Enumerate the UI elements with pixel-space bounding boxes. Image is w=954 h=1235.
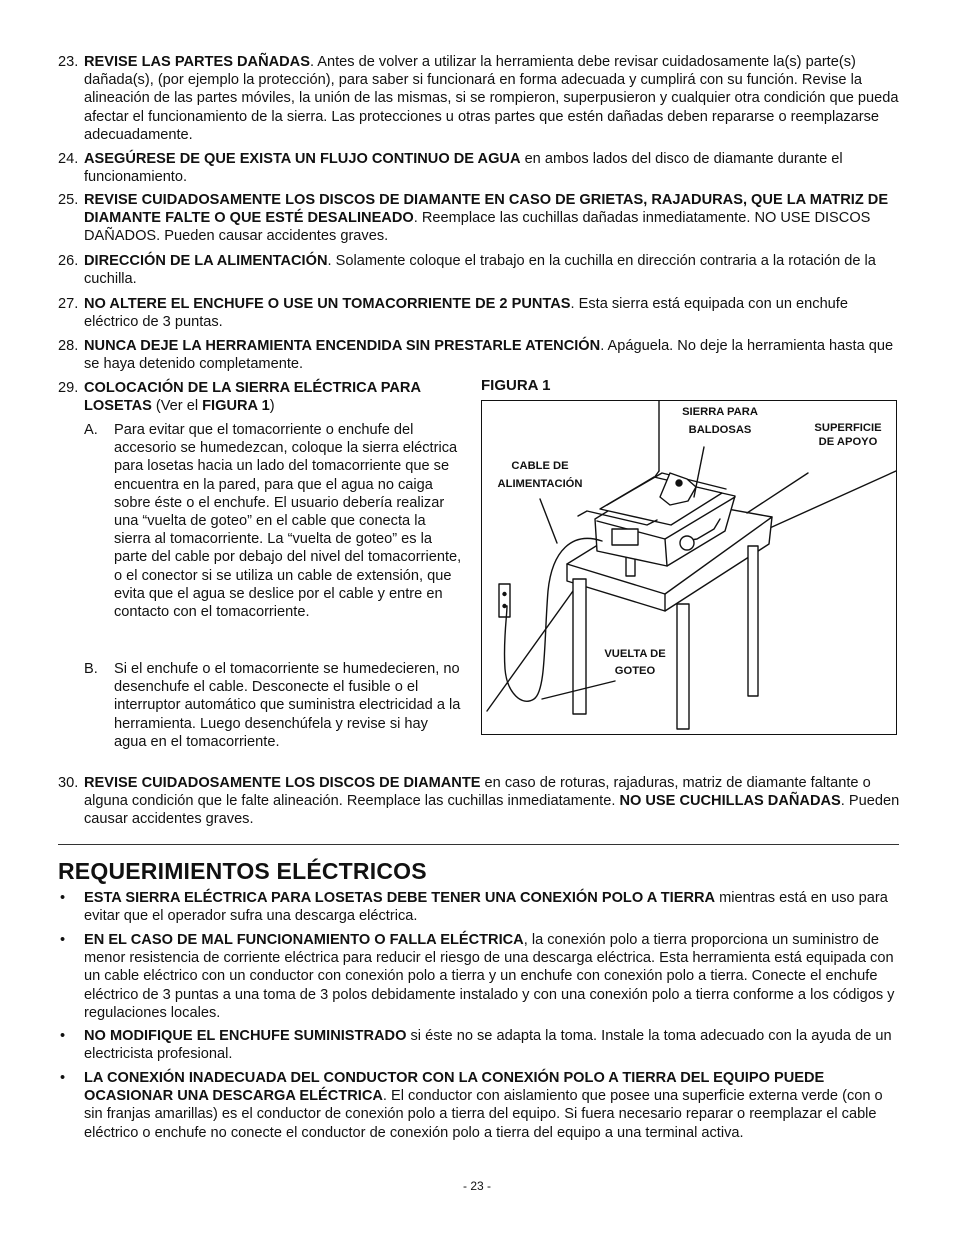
- item-text: . Solamente coloque el trabajo en la cuchilla en dirección contraria a la rotación de la cuchilla.: [84, 253, 876, 288]
- bullet-heading: ESTA SIERRA ELÉCTRICA PARA LOSETAS DEBE TENER UNA CONEXIÓN POLO A TIERRA: [84, 890, 716, 906]
- page-number: - 23 -: [462, 1179, 491, 1193]
- item-text: en ambos lados del disco de diamante durante el funcionamiento.: [84, 151, 843, 186]
- caption-cable: [490, 458, 590, 492]
- figure-reference: FIGURA 1: [202, 398, 270, 415]
- item-number: 30.: [58, 775, 79, 791]
- item-heading: DIRECCIÓN DE LA ALIMENTACIÓN: [84, 253, 328, 269]
- caption-line: CABLE DE: [511, 460, 569, 472]
- caption-line: GOTEO: [614, 665, 656, 677]
- item-heading: REVISE LAS PARTES DAÑADAS: [84, 54, 310, 70]
- outlet-icon: [499, 584, 510, 617]
- saw-knob: [680, 536, 694, 550]
- item-text: . Antes de volver a utilizar la herramienta debe revisar cuidadosamente la(s) parte(s) dañada(s), (por ejemplo la protección), para saber si funcionará en forma adecuada y cumplirá con su función. Revise la alineación de las partes móviles, la unión de las mismas, si se rompieron, superpusieron y cualquier otra condición que pueda afectar el funcionamiento de la sierra. Las protecciones u otras partes que estén dañadas deben repararse o reemplazarse adecuadamente.: [84, 54, 899, 143]
- bullet-text: . El conductor con aislamiento que posee una superficie externa verde (con o sin franjas amarillas) es el conductor de conexión polo a tierra del equipo. Si fuera necesario reparar o reemplazar el cable eléctrico o enchufe no conecte el conductor de conexión polo a tierra del equipo a una terminal activa.: [84, 1088, 883, 1141]
- caption-surface: [803, 420, 893, 450]
- table-leg: [748, 546, 758, 696]
- leader-surface: [747, 473, 808, 513]
- item-27: [58, 295, 903, 331]
- bullet-dot: •: [60, 932, 66, 948]
- section-divider: [58, 844, 899, 845]
- floor-wall-line-right: [752, 471, 896, 536]
- caption-line: ALIMENTACIÓN: [497, 478, 583, 490]
- caption-line: VUELTA DE: [604, 648, 666, 660]
- table-leg: [573, 579, 586, 714]
- item-heading: REVISE CUIDADOSAMENTE LOS DISCOS DE DIAMANTE: [84, 775, 481, 791]
- sub-text: Si el enchufe o el tomacorriente se humedecieren, no desenchufe el cable. Desconecte el fusible o el interruptor automático que suministra electricidad a la herramienta. Luego desenchúfela y revise si hay agua en el tomacorriente.: [114, 661, 461, 750]
- caption-line: DE APOYO: [818, 436, 878, 448]
- item-24: [58, 150, 903, 186]
- caption-line: SIERRA PARA: [682, 406, 758, 418]
- item-heading: COLOCACIÓN DE LA SIERRA ELÉCTRICA PARA LOSETAS: [84, 380, 421, 415]
- caption-saw: [675, 404, 765, 438]
- tile-saw-illustration: [482, 401, 896, 734]
- item-number: 23.: [58, 54, 79, 70]
- item-number: 25.: [58, 192, 79, 208]
- item-30: [58, 774, 903, 829]
- bullet-dot: •: [60, 890, 66, 906]
- figure-1: [481, 400, 897, 735]
- item-number: 27.: [58, 296, 79, 312]
- item-28: [58, 337, 903, 373]
- item-number: 28.: [58, 338, 79, 354]
- bullet-heading: LA CONEXIÓN INADECUADA DEL CONDUCTOR CON LA CONEXIÓN POLO A TIERRA DEL EQUIPO PUEDE OCASIONAR UNA DESCARGA ELÉCTRICA: [84, 1070, 825, 1105]
- item-29-sub-b: [84, 660, 464, 751]
- item-number: 29.: [58, 380, 79, 396]
- section-title: REQUERIMIENTOS ELÉCTRICOS: [58, 858, 427, 884]
- item-25: [58, 191, 903, 246]
- bullet-text: si éste no se adapta la toma. Instale la toma adecuado con la ayuda de un electricista profesional.: [84, 1028, 892, 1063]
- item-heading: REVISE CUIDADOSAMENTE LOS DISCOS DE DIAMANTE EN CASO DE GRIETAS, RAJADURAS, QUE LA MATRIZ DE DIAMANTE FALTE O QUE ESTÉ DESALINEADO: [84, 192, 889, 227]
- item-heading-2: NO USE CUCHILLAS DAÑADAS: [619, 793, 841, 810]
- bullet-text: mientras está en uso para evitar que el operador sufra una descarga eléctrica.: [84, 890, 888, 925]
- caption-line: SUPERFICIE: [814, 422, 882, 434]
- bullet-dot: •: [60, 1028, 66, 1044]
- item-text: . Apáguela. No deje la herramienta hasta que se haya detenido completamente.: [84, 338, 894, 373]
- saw-switch: [612, 529, 638, 545]
- item-text: (Ver el: [151, 398, 203, 415]
- bullet-item: [58, 1069, 903, 1142]
- caption-drip-loop: [590, 646, 680, 679]
- item-23: [58, 53, 903, 144]
- item-29-sub-a: [84, 421, 464, 621]
- item-29: [58, 379, 458, 415]
- bullet-dot: •: [60, 1070, 66, 1086]
- item-text: ): [269, 398, 275, 415]
- item-number: 26.: [58, 253, 79, 269]
- item-text: en caso de roturas, rajaduras, matriz de diamante faltante o alguna condición que le falte alineación. Reemplace las cuchillas inmediatamente.: [84, 775, 871, 810]
- sub-letter: A.: [84, 422, 98, 438]
- bullet-text: , la conexión polo a tierra proporciona un suministro de menor resistencia de corriente eléctrica para reducir el riesgo de una descarga eléctrica. Esta herramienta está equipada con un cable eléctrico con un conductor con conexión polo a tierra y un enchufe con conexión polo a tierra. Conecte el enchufe eléctrico de 3 puntas a una toma de 3 polos debidamente instalado y con una conexión polo a tierra conforme a los códigos y regulaciones locales.: [84, 932, 895, 1021]
- sub-letter: B.: [84, 661, 98, 677]
- item-text: . Reemplace las cuchillas dañadas inmediatamente. NO USE DISCOS DAÑADOS. Pueden causar accidentes graves.: [84, 210, 871, 245]
- item-number: 24.: [58, 151, 79, 167]
- leader-cable: [540, 499, 557, 543]
- bullet-item: [58, 1027, 903, 1063]
- item-heading: NO ALTERE EL ENCHUFE O USE UN TOMACORRIENTE DE 2 PUNTAS: [84, 296, 571, 312]
- bullet-heading: NO MODIFIQUE EL ENCHUFE SUMINISTRADO: [84, 1028, 407, 1044]
- figure-label: FIGURA 1: [481, 377, 551, 394]
- sub-text: Para evitar que el tomacorriente o enchufe del accesorio se humedezcan, coloque la sierra eléctrica para losetas hacia un lado del tomacorriente que se encuentra en la pared, para que el agua no caiga sobre éste o el enchufe. El usuario debería realizar una “vuelta de goteo” en el cable que conecta la sierra al tomacorriente. La “vuelta de goteo” es la parte del cable por debajo del nivel del tomacorriente, o el conector si se utiliza un cable de extensión, que evita que el agua se deslice por el cable y entre en contacto con el tomacorriente.: [114, 422, 462, 621]
- caption-line: BALDOSAS: [688, 424, 752, 436]
- bullet-item: [58, 931, 903, 1022]
- item-heading: NUNCA DEJE LA HERRAMIENTA ENCENDIDA SIN PRESTARLE ATENCIÓN: [84, 338, 601, 354]
- item-heading: ASEGÚRESE DE QUE EXISTA UN FLUJO CONTINUO DE AGUA: [84, 151, 521, 167]
- item-text: . Esta sierra está equipada con un enchufe eléctrico de 3 puntas.: [84, 296, 848, 331]
- bullet-heading: EN EL CASO DE MAL FUNCIONAMIENTO O FALLA ELÉCTRICA: [84, 932, 524, 948]
- item-text-2: . Pueden causar accidentes graves.: [84, 793, 900, 828]
- item-26: [58, 252, 903, 288]
- bullet-item: [58, 889, 903, 925]
